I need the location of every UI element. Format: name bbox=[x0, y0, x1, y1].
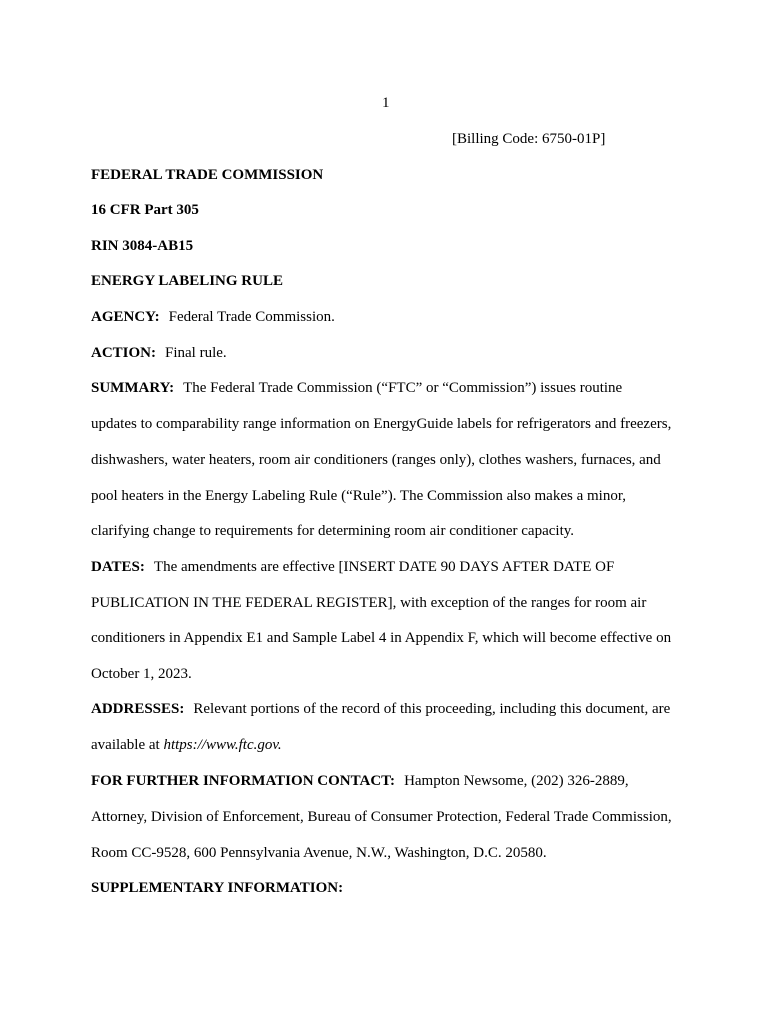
agency-text: Federal Trade Commission. bbox=[168, 309, 335, 325]
summary-line-3: dishwashers, water heaters, room air conditioners (ranges only), clothes washers, furnaces, and bbox=[91, 452, 661, 468]
addresses-prefix: available at bbox=[91, 737, 164, 753]
dates-label: DATES: bbox=[91, 559, 145, 575]
supplementary-heading: SUPPLEMENTARY INFORMATION: bbox=[91, 880, 344, 896]
agency-line bbox=[91, 308, 335, 326]
action-label: ACTION: bbox=[91, 345, 157, 361]
action-text: Final rule. bbox=[165, 345, 227, 361]
cfr-part: 16 CFR Part 305 bbox=[91, 202, 199, 218]
action-line bbox=[91, 344, 227, 362]
contact-line-1 bbox=[91, 772, 629, 790]
summary-line-1 bbox=[91, 379, 622, 397]
dates-line-4: October 1, 2023. bbox=[91, 666, 192, 682]
contact-line-2: Attorney, Division of Enforcement, Bureau of Consumer Protection, Federal Trade Commission, bbox=[91, 809, 672, 825]
ftc-website-link[interactable]: https://www.ftc.gov. bbox=[163, 737, 282, 753]
summary-line-5: clarifying change to requirements for determining room air conditioner capacity. bbox=[91, 523, 575, 539]
agency-heading: FEDERAL TRADE COMMISSION bbox=[91, 167, 324, 183]
contact-text: Hampton Newsome, (202) 326-2889, bbox=[404, 773, 629, 789]
dates-line-3: conditioners in Appendix E1 and Sample Label 4 in Appendix F, which will become effective on bbox=[91, 630, 672, 646]
rule-title: ENERGY LABELING RULE bbox=[91, 273, 283, 289]
addresses-text: Relevant portions of the record of this proceeding, including this document, are bbox=[193, 701, 671, 717]
agency-label: AGENCY: bbox=[91, 309, 160, 325]
contact-line-3: Room CC-9528, 600 Pennsylvania Avenue, N.W., Washington, D.C. 20580. bbox=[91, 845, 547, 861]
summary-label: SUMMARY: bbox=[91, 380, 175, 396]
summary-line-4: pool heaters in the Energy Labeling Rule (“Rule”). The Commission also makes a minor, bbox=[91, 488, 626, 504]
summary-text: The Federal Trade Commission (“FTC” or “Commission”) issues routine bbox=[183, 380, 623, 396]
contact-label: FOR FURTHER INFORMATION CONTACT: bbox=[91, 773, 396, 789]
summary-line-2: updates to comparability range information on EnergyGuide labels for refrigerators and freezers, bbox=[91, 416, 672, 432]
rin-number: RIN 3084-AB15 bbox=[91, 238, 194, 254]
dates-line-2: PUBLICATION IN THE FEDERAL REGISTER], with exception of the ranges for room air bbox=[91, 595, 647, 611]
addresses-label: ADDRESSES: bbox=[91, 701, 185, 717]
dates-line-1 bbox=[91, 558, 614, 576]
addresses-line-1 bbox=[91, 700, 670, 718]
addresses-line-2 bbox=[91, 736, 282, 754]
billing-code: [Billing Code: 6750-01P] bbox=[452, 131, 606, 147]
dates-text: The amendments are effective [INSERT DATE 90 DAYS AFTER DATE OF bbox=[153, 559, 615, 575]
page-number: 1 bbox=[382, 95, 390, 111]
